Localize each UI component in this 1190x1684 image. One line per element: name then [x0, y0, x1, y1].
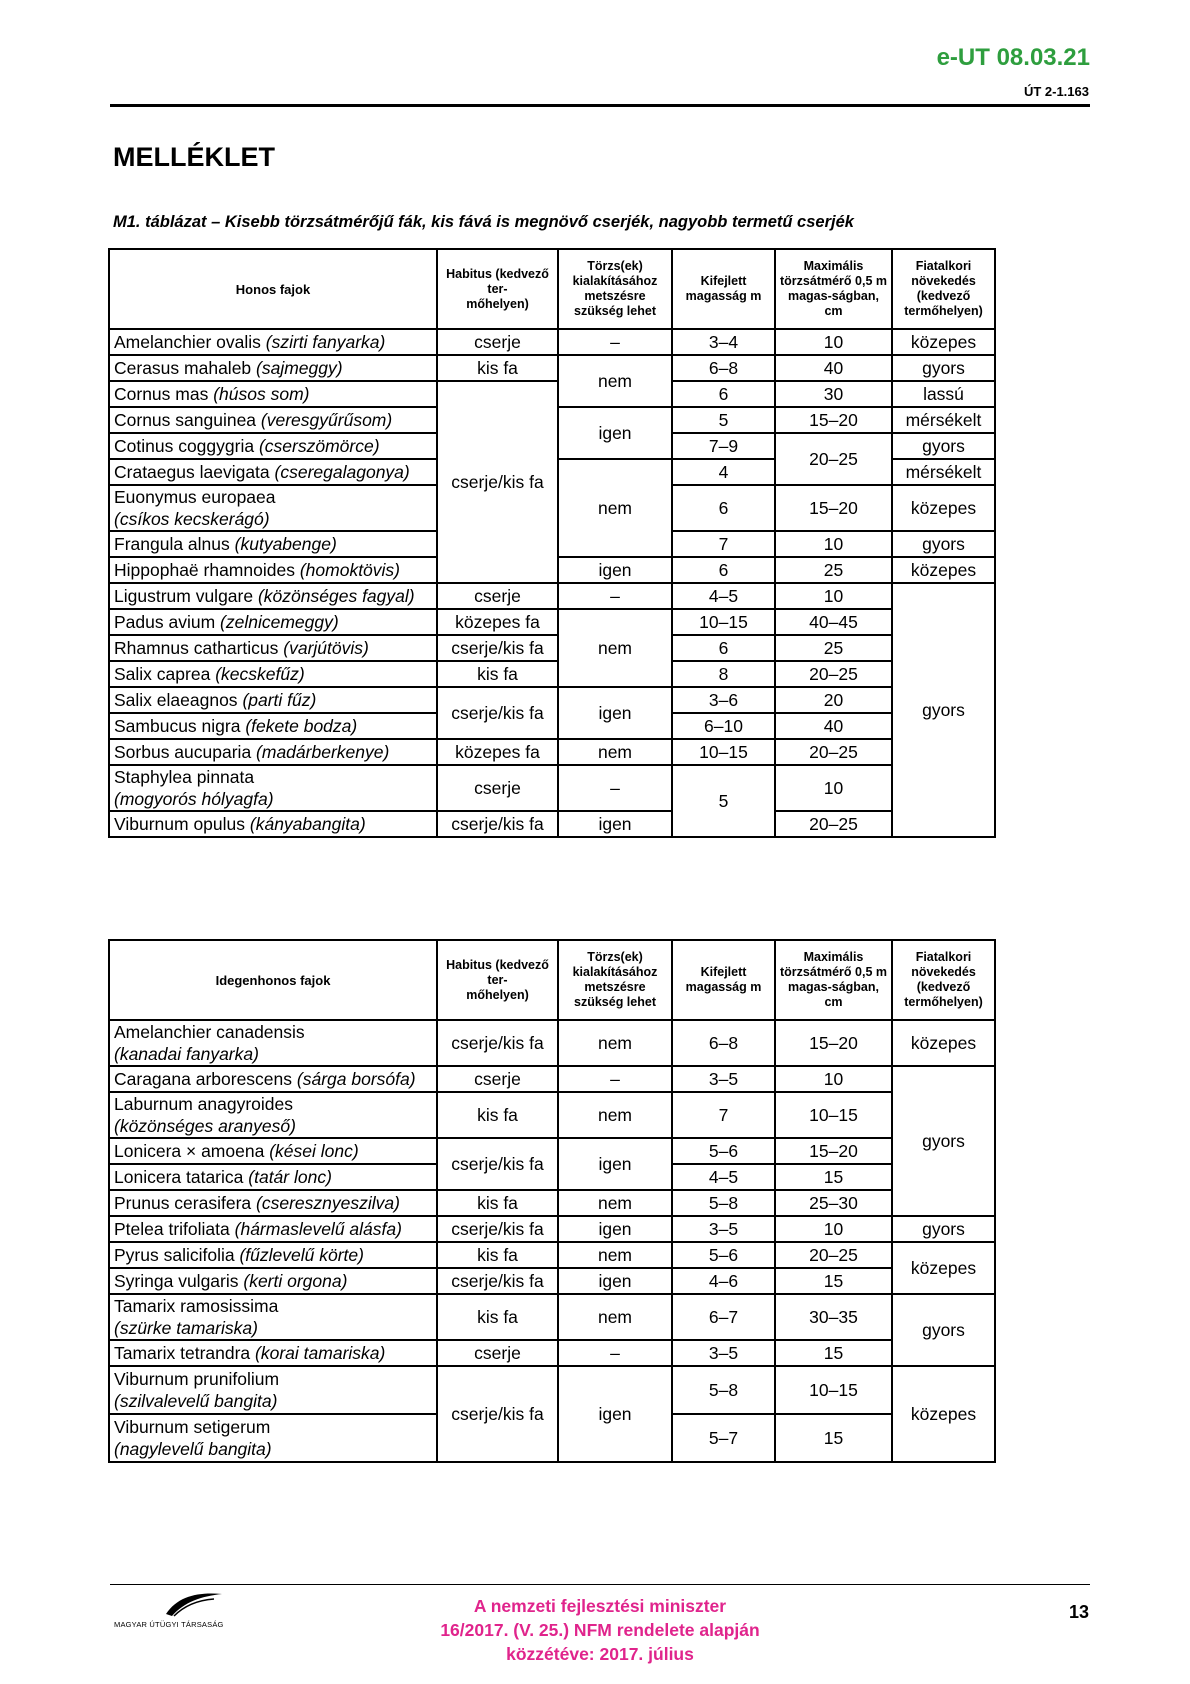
- prune-cell: –: [558, 329, 672, 355]
- habit-cell: cserje/kis fa: [437, 1268, 558, 1294]
- hungarian-name: (varjútövis): [283, 638, 369, 658]
- prune-cell: nem: [558, 1092, 672, 1138]
- diam-cell: 40: [775, 355, 892, 381]
- latin-name: Ligustrum vulgare: [114, 586, 254, 606]
- hungarian-name: (fűzlevelű körte): [239, 1245, 364, 1265]
- growth-cell: közepes: [892, 1366, 995, 1462]
- species-name-cell: [109, 1066, 437, 1092]
- species-name-cell: [109, 1414, 437, 1462]
- column-header: Idegenhonos fajok: [109, 940, 437, 1020]
- growth-cell: közepes: [892, 329, 995, 355]
- latin-name: Amelanchier canadensis: [114, 1022, 305, 1042]
- growth-cell: gyors: [892, 1066, 995, 1216]
- height-cell: 5–6: [672, 1242, 775, 1268]
- height-cell: 5: [672, 407, 775, 433]
- height-cell: 6: [672, 381, 775, 407]
- diam-cell: 20–25: [775, 661, 892, 687]
- hungarian-name: (hármaslevelű alásfa): [234, 1219, 402, 1239]
- height-cell: 8: [672, 661, 775, 687]
- latin-name: Prunus cerasifera: [114, 1193, 252, 1213]
- species-name-cell: [109, 381, 437, 407]
- diam-cell: 40: [775, 713, 892, 739]
- habit-cell: cserje: [437, 583, 558, 609]
- table-header-row: [109, 249, 995, 329]
- hungarian-name: (kecskefűz): [215, 664, 305, 684]
- diam-cell: 20: [775, 687, 892, 713]
- height-cell: 6–8: [672, 1020, 775, 1066]
- habit-cell: cserje/kis fa: [437, 811, 558, 837]
- hungarian-name: (mogyorós hólyagfa): [114, 789, 274, 809]
- publication-line: közzétéve: 2017. július: [506, 1644, 694, 1664]
- habit-cell: kis fa: [437, 1092, 558, 1138]
- habit-cell: kis fa: [437, 661, 558, 687]
- species-name-cell: [109, 1340, 437, 1366]
- habit-cell: cserje: [437, 765, 558, 811]
- height-cell: 5–8: [672, 1190, 775, 1216]
- latin-name: Viburnum opulus: [114, 814, 246, 834]
- latin-name: Salix caprea: [114, 664, 211, 684]
- species-name-cell: [109, 1190, 437, 1216]
- diam-cell: 10: [775, 1216, 892, 1242]
- column-header: Fiatalkori növekedés (kedvező termőhelyen): [892, 940, 995, 1020]
- latin-name: Sorbus aucuparia: [114, 742, 252, 762]
- hungarian-name: (sárga borsófa): [296, 1069, 416, 1089]
- hungarian-name: (homoktövis): [299, 560, 401, 580]
- diam-cell: 10–15: [775, 1092, 892, 1138]
- diam-cell: 25: [775, 635, 892, 661]
- diam-cell: 10: [775, 1066, 892, 1092]
- table-row: [109, 381, 995, 407]
- habit-cell: cserje: [437, 1340, 558, 1366]
- latin-name: Tamarix ramosissima: [114, 1296, 279, 1316]
- latin-name: Syringa vulgaris: [114, 1271, 239, 1291]
- growth-cell: gyors: [892, 583, 995, 837]
- height-cell: 6: [672, 635, 775, 661]
- species-name-cell: [109, 557, 437, 583]
- latin-name: Ptelea trifoliata: [114, 1219, 230, 1239]
- habit-cell: cserje/kis fa: [437, 1138, 558, 1190]
- column-header: Kifejlett magasság m: [672, 940, 775, 1020]
- publication-notice: [400, 1594, 800, 1666]
- publication-line: 16/2017. (V. 25.) NFM rendelete alapján: [440, 1620, 760, 1640]
- species-name-cell: [109, 1294, 437, 1340]
- habit-cell: kis fa: [437, 355, 558, 381]
- table-row: [109, 1020, 995, 1066]
- prune-cell: igen: [558, 1268, 672, 1294]
- species-name-cell: [109, 811, 437, 837]
- hungarian-name: (kanadai fanyarka): [114, 1044, 259, 1064]
- latin-name: Lonicera × amoena: [114, 1141, 265, 1161]
- latin-name: Cornus mas: [114, 384, 209, 404]
- prune-cell: nem: [558, 1190, 672, 1216]
- column-header: Kifejlett magasság m: [672, 249, 775, 329]
- table-row: [109, 1216, 995, 1242]
- height-cell: 10–15: [672, 739, 775, 765]
- growth-cell: gyors: [892, 531, 995, 557]
- page-number: 13: [1068, 1602, 1089, 1622]
- diam-cell: 20–25: [775, 1242, 892, 1268]
- growth-cell: közepes: [892, 485, 995, 531]
- latin-name: Padus avium: [114, 612, 216, 632]
- latin-name: Crataegus laevigata: [114, 462, 270, 482]
- prune-cell: nem: [558, 739, 672, 765]
- latin-name: Amelanchier ovalis: [114, 332, 261, 352]
- latin-name: Euonymus europaea: [114, 487, 276, 507]
- table-row: [109, 635, 995, 661]
- diam-cell: 10: [775, 531, 892, 557]
- species-name-cell: [109, 1216, 437, 1242]
- hungarian-name: (kerti orgona): [243, 1271, 348, 1291]
- species-name-cell: [109, 635, 437, 661]
- latin-name: Viburnum prunifolium: [114, 1369, 280, 1389]
- column-header: Fiatalkori növekedés (kedvező termőhelyen): [892, 249, 995, 329]
- species-name-cell: [109, 1164, 437, 1190]
- diam-cell: 10: [775, 329, 892, 355]
- height-cell: 7: [672, 1092, 775, 1138]
- footer-divider: [110, 1584, 1090, 1585]
- habit-cell: cserje/kis fa: [437, 1020, 558, 1066]
- prune-cell: –: [558, 583, 672, 609]
- hungarian-name: (cseresznyeszilva): [256, 1193, 400, 1213]
- table-row: [109, 609, 995, 635]
- species-name-cell: [109, 433, 437, 459]
- page-title: MELLÉKLET: [113, 142, 275, 172]
- height-cell: 3–5: [672, 1340, 775, 1366]
- height-cell: 7: [672, 531, 775, 557]
- hungarian-name: (kányabangita): [249, 814, 366, 834]
- column-header: Maximális törzsátmérő 0,5 m magas-ságban, cm: [775, 940, 892, 1020]
- table-row: [109, 739, 995, 765]
- habit-cell: cserje/kis fa: [437, 1366, 558, 1462]
- publisher-logo: [114, 1590, 264, 1630]
- diam-cell: 15: [775, 1414, 892, 1462]
- species-name-cell: [109, 1138, 437, 1164]
- hungarian-name: (csíkos kecskerágó): [114, 509, 270, 529]
- diam-cell: 25–30: [775, 1190, 892, 1216]
- diam-cell: 10: [775, 765, 892, 811]
- height-cell: 4–5: [672, 1164, 775, 1190]
- table-row: [109, 1092, 995, 1138]
- prune-cell: igen: [558, 1366, 672, 1462]
- height-cell: 4–5: [672, 583, 775, 609]
- latin-name: Rhamnus catharticus: [114, 638, 279, 658]
- species-name-cell: [109, 765, 437, 811]
- species-name-cell: [109, 459, 437, 485]
- prune-cell: nem: [558, 609, 672, 687]
- prune-cell: nem: [558, 1020, 672, 1066]
- prune-cell: nem: [558, 1294, 672, 1340]
- table-caption: M1. táblázat – Kisebb törzsátmérőjű fák, kis fává is megnövő cserjék, nagyobb termetű cserjék: [113, 213, 854, 231]
- height-cell: 6: [672, 557, 775, 583]
- column-header: Habitus (kedvező ter- mőhelyen): [437, 249, 558, 329]
- height-cell: 5–6: [672, 1138, 775, 1164]
- height-cell: 10–15: [672, 609, 775, 635]
- document-code: e-UT 08.03.21: [936, 44, 1090, 71]
- native-species-table: [108, 248, 996, 838]
- diam-cell: 30: [775, 381, 892, 407]
- habit-cell: cserje/kis fa: [437, 1216, 558, 1242]
- growth-cell: mérsékelt: [892, 407, 995, 433]
- habit-cell: cserje: [437, 1066, 558, 1092]
- growth-cell: közepes: [892, 1242, 995, 1294]
- prune-cell: –: [558, 765, 672, 811]
- table-row: [109, 765, 995, 811]
- growth-cell: közepes: [892, 557, 995, 583]
- species-name-cell: [109, 609, 437, 635]
- column-header: Habitus (kedvező ter- mőhelyen): [437, 940, 558, 1020]
- table-row: [109, 1366, 995, 1414]
- diam-cell: 15: [775, 1268, 892, 1294]
- road-swoosh-icon: [164, 1590, 224, 1618]
- height-cell: 5–7: [672, 1414, 775, 1462]
- prune-cell: igen: [558, 811, 672, 837]
- growth-cell: mérsékelt: [892, 459, 995, 485]
- height-cell: 7–9: [672, 433, 775, 459]
- hungarian-name: (cseregalagonya): [274, 462, 410, 482]
- hungarian-name: (kutyabenge): [234, 534, 337, 554]
- species-name-cell: [109, 583, 437, 609]
- hungarian-name: (tatár lonc): [248, 1167, 332, 1187]
- habit-cell: cserje/kis fa: [437, 687, 558, 739]
- height-cell: 3–5: [672, 1216, 775, 1242]
- table-row: [109, 1066, 995, 1092]
- latin-name: Caragana arborescens: [114, 1069, 293, 1089]
- growth-cell: gyors: [892, 355, 995, 381]
- hungarian-name: (cserszömörce): [258, 436, 380, 456]
- species-name-cell: [109, 1366, 437, 1414]
- hungarian-name: (kései lonc): [269, 1141, 359, 1161]
- table-row: [109, 329, 995, 355]
- latin-name: Frangula alnus: [114, 534, 230, 554]
- height-cell: 4: [672, 459, 775, 485]
- latin-name: Cotinus coggygria: [114, 436, 255, 456]
- diam-cell: 15: [775, 1340, 892, 1366]
- table-row: [109, 661, 995, 687]
- column-header: Honos fajok: [109, 249, 437, 329]
- table-row: [109, 687, 995, 713]
- species-name-cell: [109, 739, 437, 765]
- growth-cell: lassú: [892, 381, 995, 407]
- prune-cell: igen: [558, 407, 672, 459]
- latin-name: Salix elaeagnos: [114, 690, 238, 710]
- hungarian-name: (sajmeggy): [256, 358, 343, 378]
- habit-cell: cserje/kis fa: [437, 635, 558, 661]
- species-name-cell: [109, 355, 437, 381]
- height-cell: 6–7: [672, 1294, 775, 1340]
- table-row: [109, 355, 995, 381]
- height-cell: 3–6: [672, 687, 775, 713]
- diam-cell: 25: [775, 557, 892, 583]
- species-name-cell: [109, 661, 437, 687]
- growth-cell: gyors: [892, 1294, 995, 1366]
- species-name-cell: [109, 1268, 437, 1294]
- publication-line: A nemzeti fejlesztési miniszter: [473, 1596, 727, 1616]
- table-row: [109, 1138, 995, 1164]
- latin-name: Tamarix tetrandra: [114, 1343, 251, 1363]
- latin-name: Pyrus salicifolia: [114, 1245, 235, 1265]
- height-cell: 3–5: [672, 1066, 775, 1092]
- hungarian-name: (húsos som): [213, 384, 310, 404]
- column-header: Törzs(ek) kialakításához metszésre szükség lehet: [558, 249, 672, 329]
- growth-cell: gyors: [892, 433, 995, 459]
- habit-cell: cserje/kis fa: [437, 381, 558, 583]
- diam-cell: 15: [775, 1164, 892, 1190]
- prune-cell: nem: [558, 1242, 672, 1268]
- latin-name: Cerasus mahaleb: [114, 358, 252, 378]
- diam-cell: 30–35: [775, 1294, 892, 1340]
- hungarian-name: (nagylevelű bangita): [114, 1439, 272, 1459]
- habit-cell: közepes fa: [437, 739, 558, 765]
- latin-name: Lonicera tatarica: [114, 1167, 244, 1187]
- prune-cell: igen: [558, 687, 672, 739]
- growth-cell: közepes: [892, 1020, 995, 1066]
- height-cell: 6–10: [672, 713, 775, 739]
- habit-cell: kis fa: [437, 1190, 558, 1216]
- hungarian-name: (madárberkenye): [256, 742, 390, 762]
- prune-cell: nem: [558, 355, 672, 407]
- prune-cell: igen: [558, 1138, 672, 1190]
- species-name-cell: [109, 531, 437, 557]
- hungarian-name: (parti fűz): [242, 690, 317, 710]
- species-name-cell: [109, 1092, 437, 1138]
- standard-reference: ÚT 2-1.163: [1023, 84, 1089, 99]
- diam-cell: 20–25: [775, 739, 892, 765]
- species-name-cell: [109, 713, 437, 739]
- prune-cell: –: [558, 1066, 672, 1092]
- diam-cell: 20–25: [775, 811, 892, 837]
- diam-cell: 40–45: [775, 609, 892, 635]
- species-name-cell: [109, 407, 437, 433]
- species-name-cell: [109, 1020, 437, 1066]
- table-row: [109, 1242, 995, 1268]
- species-name-cell: [109, 485, 437, 531]
- height-cell: 3–4: [672, 329, 775, 355]
- species-name-cell: [109, 687, 437, 713]
- latin-name: Viburnum setigerum: [114, 1417, 271, 1437]
- hungarian-name: (szilvalevelű bangita): [114, 1391, 278, 1411]
- latin-name: Hippophaë rhamnoides: [114, 560, 295, 580]
- habit-cell: közepes fa: [437, 609, 558, 635]
- species-name-cell: [109, 329, 437, 355]
- hungarian-name: (szirti fanyarka): [265, 332, 386, 352]
- prune-cell: igen: [558, 557, 672, 583]
- latin-name: Staphylea pinnata: [114, 767, 255, 787]
- table-row: [109, 1190, 995, 1216]
- latin-name: Cornus sanguinea: [114, 410, 257, 430]
- hungarian-name: (veresgyűrűsom): [260, 410, 393, 430]
- diam-cell: 15–20: [775, 1138, 892, 1164]
- hungarian-name: (korai tamariska): [255, 1343, 386, 1363]
- table-row: [109, 1340, 995, 1366]
- height-cell: 4–6: [672, 1268, 775, 1294]
- publisher-logo-text: MAGYAR ÚTÜGYI TÁRSASÁG: [114, 1620, 224, 1629]
- habit-cell: kis fa: [437, 1294, 558, 1340]
- height-cell: 6–8: [672, 355, 775, 381]
- hungarian-name: (zelnicemeggy): [220, 612, 339, 632]
- table-header-row: [109, 940, 995, 1020]
- prune-cell: –: [558, 1340, 672, 1366]
- prune-cell: nem: [558, 459, 672, 557]
- diam-cell: 15–20: [775, 1020, 892, 1066]
- header-divider: [110, 104, 1090, 107]
- diam-cell: 10–15: [775, 1366, 892, 1414]
- growth-cell: gyors: [892, 1216, 995, 1242]
- species-name-cell: [109, 1242, 437, 1268]
- hungarian-name: (fekete bodza): [245, 716, 358, 736]
- column-header: Törzs(ek) kialakításához metszésre szükség lehet: [558, 940, 672, 1020]
- height-cell: 5–8: [672, 1366, 775, 1414]
- hungarian-name: (közönséges fagyal): [257, 586, 415, 606]
- latin-name: Sambucus nigra: [114, 716, 241, 736]
- table-row: [109, 583, 995, 609]
- column-header: Maximális törzsátmérő 0,5 m magas-ságban, cm: [775, 249, 892, 329]
- table-row: [109, 811, 995, 837]
- latin-name: Laburnum anagyroides: [114, 1094, 294, 1114]
- foreign-species-table: [108, 939, 996, 1463]
- height-cell: 6: [672, 485, 775, 531]
- table-row: [109, 1268, 995, 1294]
- habit-cell: kis fa: [437, 1242, 558, 1268]
- diam-cell: 20–25: [775, 433, 892, 485]
- hungarian-name: (szürke tamariska): [114, 1318, 258, 1338]
- diam-cell: 15–20: [775, 485, 892, 531]
- height-cell: 5: [672, 765, 775, 837]
- habit-cell: cserje: [437, 329, 558, 355]
- prune-cell: igen: [558, 1216, 672, 1242]
- hungarian-name: (közönséges aranyeső): [114, 1116, 296, 1136]
- table-row: [109, 1294, 995, 1340]
- diam-cell: 15–20: [775, 407, 892, 433]
- diam-cell: 10: [775, 583, 892, 609]
